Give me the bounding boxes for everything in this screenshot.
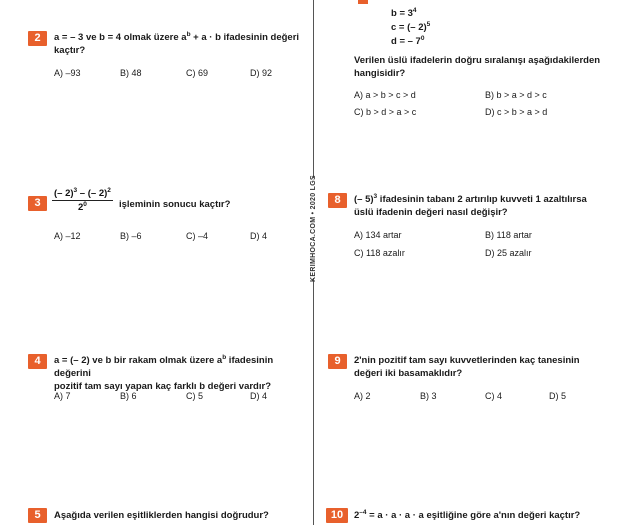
question-2-option-b[interactable]: B) 48	[120, 68, 142, 78]
question-5-text: Aşağıda verilen eşitliklerden hangisi doğrudur?	[54, 510, 269, 521]
watermark: KERIMHOCA.COM • 2020 LGS	[306, 178, 320, 278]
question-7-line-b: $b = 3^4$	[391, 6, 417, 19]
question-4-option-b[interactable]: B) 6	[120, 391, 137, 401]
question-9-number-badge: 9	[328, 354, 347, 369]
question-8-option-d[interactable]: D) 25 azalır	[485, 248, 532, 258]
question-7-number-badge	[358, 0, 368, 4]
question-9-option-a[interactable]: A) 2	[354, 391, 371, 401]
question-3-option-c[interactable]: C) –4	[186, 231, 209, 241]
question-7-line-c: c = (– 2)$^5$	[391, 20, 431, 33]
question-4-number-badge: 4	[28, 354, 47, 369]
question-5-number-badge: 5	[28, 508, 47, 523]
question-3-fraction-denominator: $2^0$	[77, 200, 87, 213]
question-9-option-c[interactable]: C) 4	[485, 391, 503, 401]
question-2-text: a = – 3 ve b = 4 olmak üzere $a^b + a \cdot b$ ifadesinin değeri kaçtır?	[54, 30, 300, 56]
question-10-number-badge: 10	[326, 508, 348, 523]
question-9-option-d[interactable]: D) 5	[549, 391, 567, 401]
question-4-option-d[interactable]: D) 4	[250, 391, 268, 401]
question-3-fraction	[52, 188, 113, 213]
question-7-option-a[interactable]: A) a > b > c > d	[354, 90, 416, 100]
question-3-option-d[interactable]: D) 4	[250, 231, 268, 241]
question-3-number-badge: 3	[28, 196, 47, 211]
question-7-text: Verilen üslü ifadelerin doğru sıralanışı aşağıdakilerden hangisidir?	[354, 55, 601, 79]
question-2-option-a[interactable]: A) –93	[54, 68, 81, 78]
question-2-option-d[interactable]: D) 92	[250, 68, 273, 78]
question-8-number-badge: 8	[328, 193, 347, 208]
question-7-option-b[interactable]: B) b > a > d > c	[485, 90, 547, 100]
question-10-text: $2^{-4} = a \cdot a \cdot a \cdot a$ eşitliğine göre a'nın değeri kaçtır?	[354, 508, 581, 521]
question-8-option-c[interactable]: C) 118 azalır	[354, 248, 405, 258]
question-8-option-a[interactable]: A) 134 artar	[354, 230, 402, 240]
question-4-text: a = (– 2) ve b bir rakam olmak üzere $a^b$ ifadesinin değerini pozitif tam sayı yapan kaç farklı b değeri vardır?	[54, 353, 274, 392]
question-3-option-b[interactable]: B) –6	[120, 231, 142, 241]
question-3-text: işleminin sonucu kaçtır?	[119, 199, 231, 210]
question-7-option-d[interactable]: D) c > b > a > d	[485, 107, 548, 117]
question-9-text: 2'nin pozitif tam sayı kuvvetlerinden kaç tanesinin değeri iki basamaklıdır?	[354, 355, 580, 379]
question-3-option-a[interactable]: A) –12	[54, 231, 81, 241]
question-7-option-c[interactable]: C) b > d > a > c	[354, 107, 417, 117]
question-4-option-a[interactable]: A) 7	[54, 391, 71, 401]
question-2-number-badge: 2	[28, 31, 47, 46]
question-9-option-b[interactable]: B) 3	[420, 391, 437, 401]
question-7-line-d: d = – $7^0$	[391, 34, 425, 47]
question-3-fraction-numerator: (– 2)$^3$ – (– 2)$^2$	[54, 186, 111, 199]
question-4-option-c[interactable]: C) 5	[186, 391, 204, 401]
question-2-option-c[interactable]: C) 69	[186, 68, 209, 78]
question-8-text: (– 5)$^3$ ifadesinin tabanı 2 artırılıp kuvveti 1 azaltılırsa üslü ifadenin değeri nasıl değişir?	[354, 192, 587, 218]
question-8-option-b[interactable]: B) 118 artar	[485, 230, 532, 240]
